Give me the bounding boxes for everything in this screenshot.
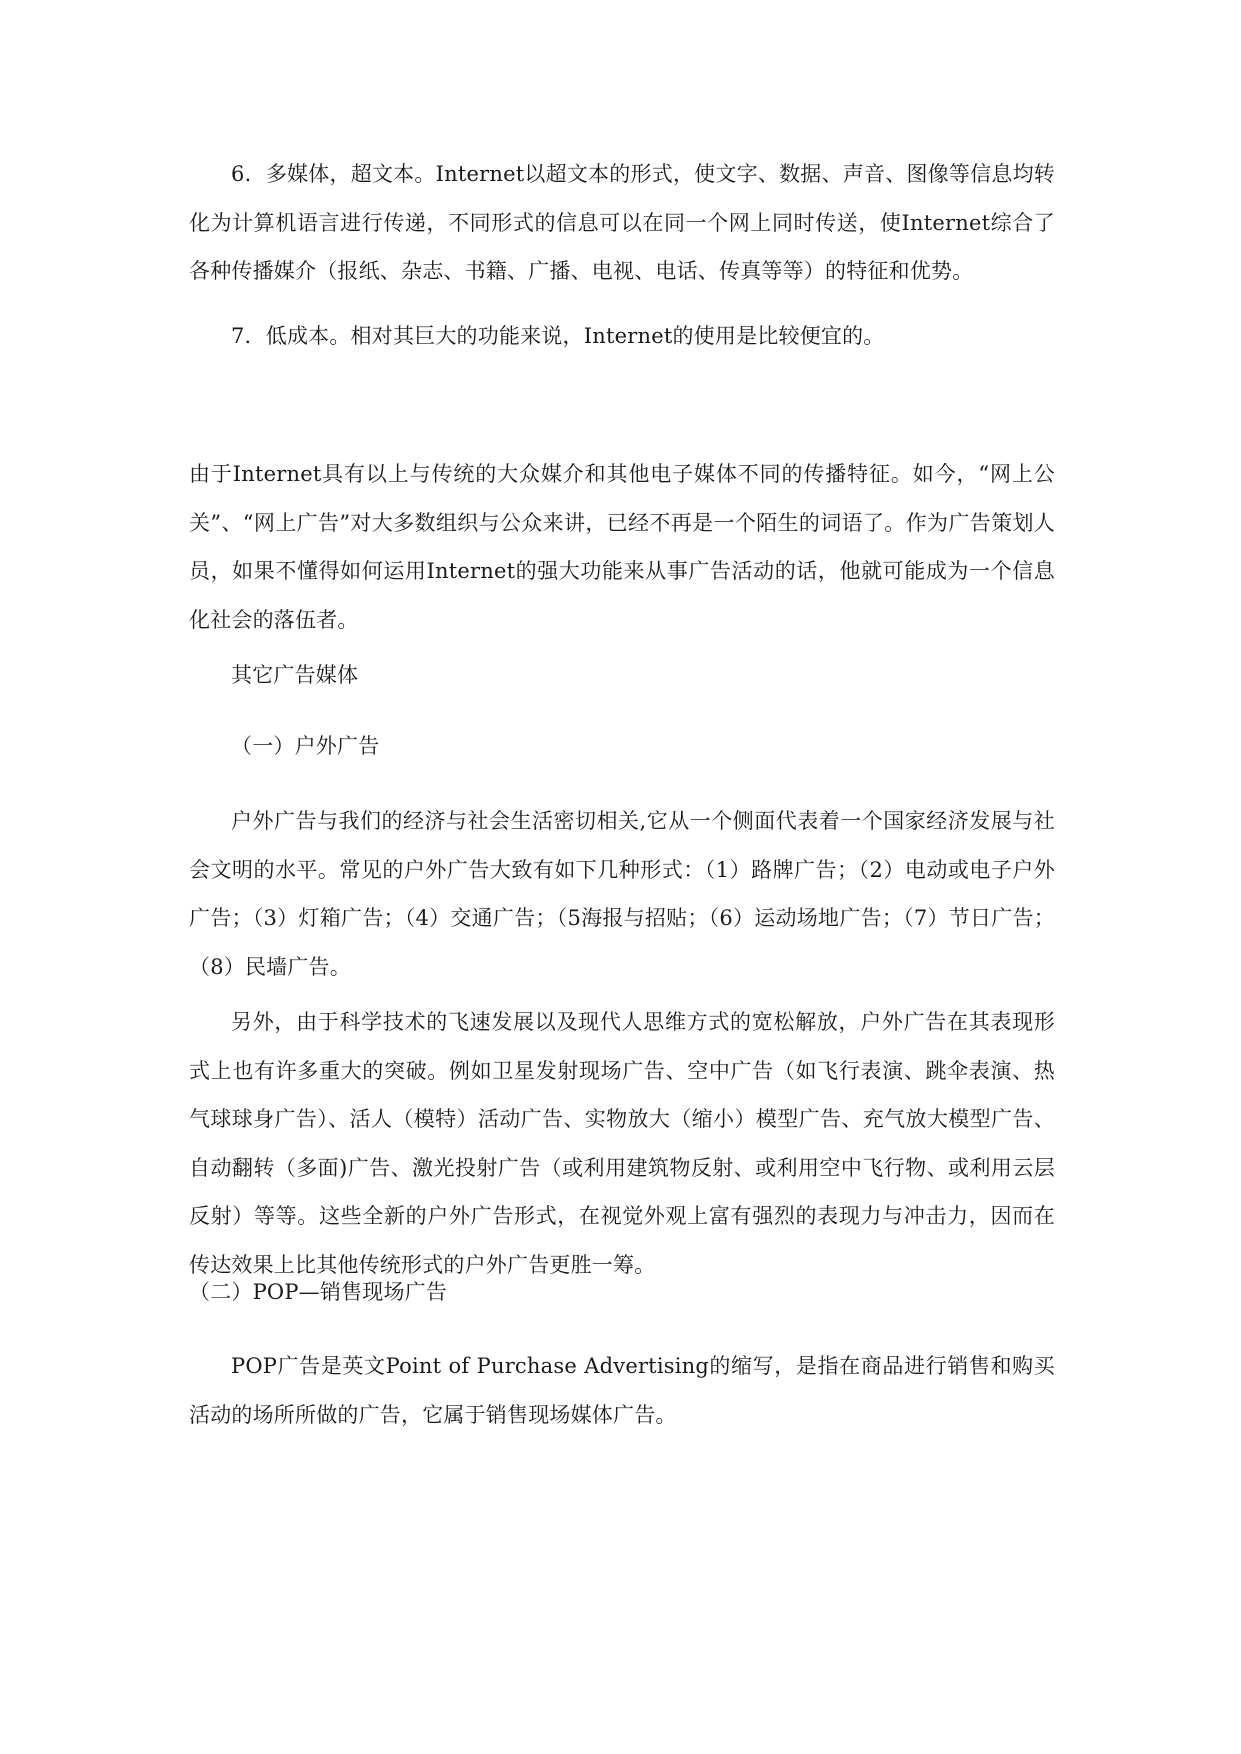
section-heading-pop-ads: （二）POP—销售现场广告 <box>189 1280 448 1304</box>
paragraph-multimedia: 6．多媒体，超文本。Internet以超文本的形式，使文字、数据、声音、图像等信息均转化为计算机语言进行传递，不同形式的信息可以在同一个网上同时传送，使Internet综合了各种传播媒介（报纸、杂志、书籍、广播、电视、电话、传真等等）的特征和优势。 <box>189 162 1055 283</box>
paragraph-internet-summary: 由于Internet具有以上与传统的大众媒介和其他电子媒体不同的传播特征。如今，“网上公关”、“网上广告”对大多数组织与公众来讲，已经不再是一个陌生的词语了。作为广告策划人员，如果不懂得如何运用Internet的强大功能来从事广告活动的话，他就可能成为一个信息化社会的落伍者。 <box>189 462 1055 632</box>
paragraph-low-cost: 7．低成本。相对其巨大的功能来说，Internet的使用是比较便宜的。 <box>231 324 885 348</box>
section-heading-outdoor-ads: （一）户外广告 <box>231 734 380 758</box>
section-heading-other-media: 其它广告媒体 <box>231 663 359 687</box>
paragraph-pop-definition: POP广告是英文Point of Purchase Advertising的缩写，是指在商品进行销售和购买活动的场所所做的广告，它属于销售现场媒体广告。 <box>189 1354 1055 1427</box>
paragraph-outdoor-innovations: 另外，由于科学技术的飞速发展以及现代人思维方式的宽松解放，户外广告在其表现形式上也有许多重大的突破。例如卫星发射现场广告、空中广告（如飞行表演、跳伞表演、热气球球身广告）、活人（模特）活动广告、实物放大（缩小）模型广告、充气放大模型广告、自动翻转（多面)广告、激光投射广告（或利用建筑物反射、或利用空中飞行物、或利用云层反射）等等。这些全新的户外广告形式，在视觉外观上富有强烈的表现力与冲击力，因而在传达效果上比其他传统形式的户外广告更胜一筹。 <box>189 1010 1055 1277</box>
paragraph-outdoor-forms: 户外广告与我们的经济与社会生活密切相关,它从一个侧面代表着一个国家经济发展与社会文明的水平。常见的户外广告大致有如下几种形式：（1）路牌广告；（2）电动或电子户外广告；（3）灯箱广告；（4）交通广告；（5海报与招贴；（6）运动场地广告；（7）节日广告；（8）民墙广告。 <box>189 809 1055 979</box>
